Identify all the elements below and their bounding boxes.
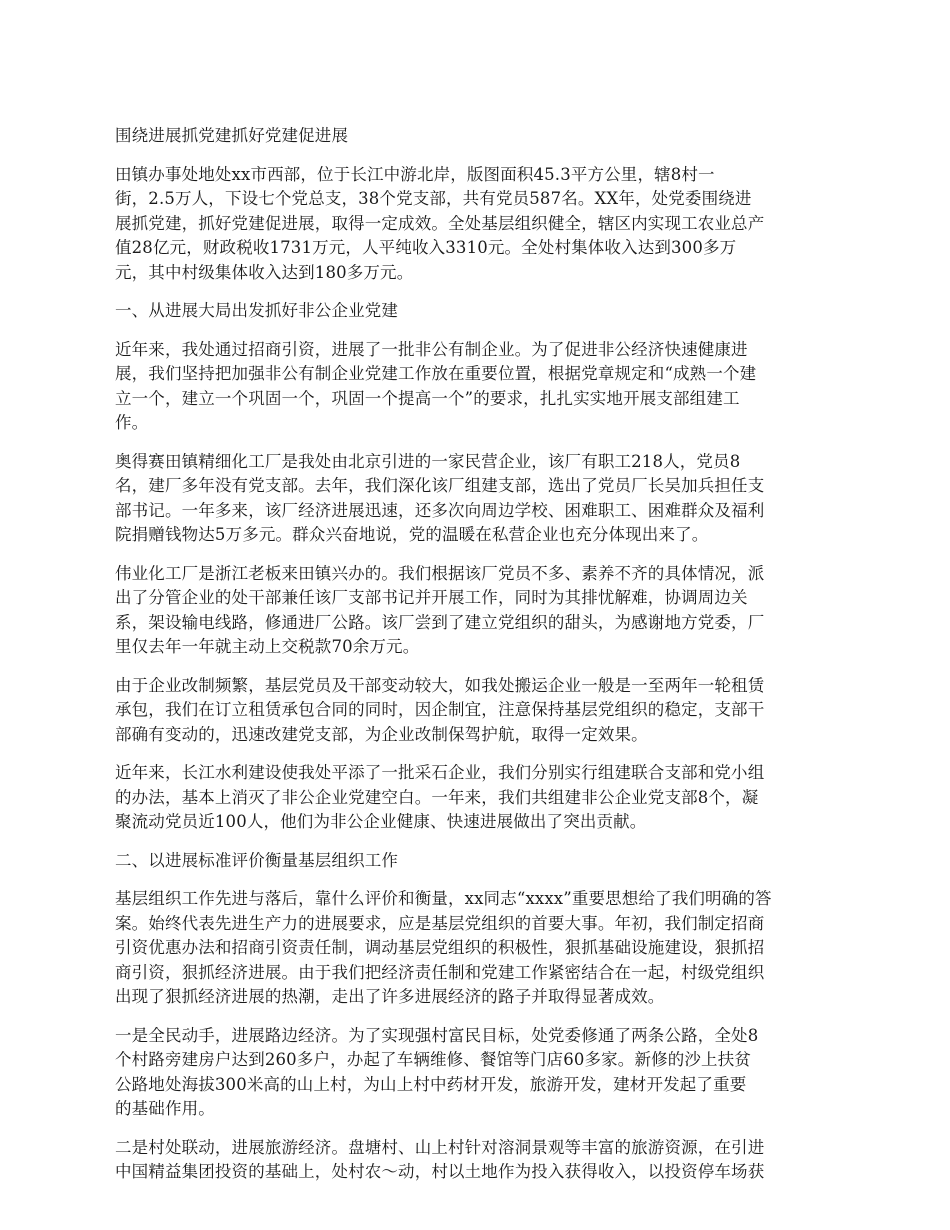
paragraph-line: 出了分管企业的处干部兼任该厂支部书记并开展工作，同时为其排忧解难，协调周边关 xyxy=(115,588,748,607)
paragraph xyxy=(115,562,845,660)
paragraph xyxy=(115,1024,845,1122)
paragraph xyxy=(115,887,845,1010)
paragraph xyxy=(115,338,845,436)
section-heading xyxy=(115,299,845,324)
heading-line: 二、以进展标准评价衡量基层组织工作 xyxy=(115,850,399,870)
paragraph-line: 商引资，狠抓经济进展。由于我们把经济责任制和党建工作紧密结合在一起，村级党组织 xyxy=(115,962,765,982)
document-page xyxy=(115,124,845,1199)
paragraph-line: 元，其中村级集体收入达到180多万元。 xyxy=(115,262,414,282)
document-body xyxy=(115,163,845,1185)
paragraph-line: 引资优惠办法和招商引资责任制，调动基层党组织的积极性，狠抓基础设施建设，狠抓招 xyxy=(115,938,765,957)
paragraph-line: 中国精益集团投资的基础上，处村农～动，村以土地作为投入获得收入，以投资停车场获 xyxy=(115,1162,765,1181)
paragraph-line: 里仅去年一年就主动上交税款70余万元。 xyxy=(115,637,420,656)
title-line: 围绕进展抓党建抓好党建促进展 xyxy=(115,126,349,145)
paragraph-line: 院捐赠钱物达5万多元。群众兴奋地说，党的温暖在私营企业也充分体现出来了。 xyxy=(115,525,709,544)
paragraph-line: 伟业化工厂是浙江老板来田镇兴办的。我们根据该厂党员不多、素养不齐的具体情况，派 xyxy=(115,563,765,583)
paragraph-line: 近年来，长江水利建设使我处平添了一批采石企业，我们分别实行组建联合支部和党小组 xyxy=(115,763,765,782)
paragraph-line: 个村路旁建房户达到260多户，办起了车辆维修、餐馆等门店60多家。新修的沙上扶贫 xyxy=(115,1050,751,1069)
paragraph-line: 聚流动党员近100人，他们为非公企业健康、快速进展做出了突出贡献。 xyxy=(115,812,647,831)
paragraph-line: 作。 xyxy=(115,413,149,432)
paragraph-line: 基层组织工作先进与落后，靠什么评价和衡量，xx同志“xxxx”重要思想给了我们明确的答 xyxy=(115,889,772,908)
paragraph-line: 展，我们坚持把加强非公有制企业党建工作放在重要位置，根据党章规定和“成熟一个建 xyxy=(115,364,757,383)
heading-line: 一、从进展大局出发抓好非公企业党建 xyxy=(115,301,399,320)
paragraph-line: 由于企业改制频繁，基层党员及干部变动较大，如我处搬运企业一般是一至两年一轮租赁 xyxy=(115,675,765,695)
paragraph xyxy=(115,450,845,548)
paragraph-line: 公路地处海拔300米高的山上村，为山上村中药材开发，旅游开发，建材开发起了重要 xyxy=(115,1074,747,1094)
paragraph-line: 奥得赛田镇精细化工厂是我处由北京引进的一家民营企业，该厂有职工218人，党员8 xyxy=(115,451,741,471)
paragraph xyxy=(115,761,845,835)
paragraph xyxy=(115,1136,845,1185)
paragraph-line: 系，架设输电线路，修通进厂公路。该厂尝到了建立党组织的甜头，为感谢地方党委，厂 xyxy=(115,612,765,632)
paragraph-line: 承包，我们在订立租赁承包合同的同时，因企制宜，注意保持基层党组织的稳定，支部干 xyxy=(115,700,765,719)
paragraph-line: 田镇办事处地处xx市西部，位于长江中游北岸，版图面积45.3平方公里，辖8村一 xyxy=(115,164,715,184)
paragraph-line: 案。始终代表先进生产力的进展要求，应是基层党组织的首要大事。年初，我们制定招商 xyxy=(115,913,765,933)
paragraph-line: 二是村处联动，进展旅游经济。盘塘村、山上村针对溶洞景观等丰富的旅游资源，在引进 xyxy=(115,1137,765,1157)
paragraph-line: 的基础作用。 xyxy=(115,1099,215,1118)
paragraph-line: 立一个，建立一个巩固一个，巩固一个提高一个”的要求，扎扎实实地开展支部组建工 xyxy=(115,388,740,408)
section-heading xyxy=(115,849,845,874)
paragraph xyxy=(115,674,845,748)
paragraph-line: 近年来，我处通过招商引资，进展了一批非公有制企业。为了促进非公经济快速健康进 xyxy=(115,339,748,359)
paragraph-line: 出现了狠抓经济进展的热潮，走出了许多进展经济的路子并取得显著成效。 xyxy=(115,987,665,1006)
document-title xyxy=(115,124,845,149)
paragraph-line: 一是全民动手，进展路边经济。为了实现强村富民目标，处党委修通了两条公路，全处8 xyxy=(115,1025,759,1045)
paragraph-line: 名，建厂多年没有党支部。去年，我们深化该厂组建支部，选出了党员厂长吴加兵担任支 xyxy=(115,476,765,495)
paragraph xyxy=(115,163,845,286)
paragraph-line: 的办法，基本上消灭了非公企业党建空白。一年来，我们共组建非公企业党支部8个，凝 xyxy=(115,787,759,807)
paragraph-line: 展抓党建，抓好党建促进展，取得一定成效。全处基层组织健全，辖区内实现工农业总产 xyxy=(115,213,765,233)
paragraph-line: 部书记。一年多来，该厂经济进展迅速，还多次向周边学校、困难职工、困难群众及福利 xyxy=(115,500,765,520)
paragraph-line: 街，2.5万人，下设七个党总支，38个党支部，共有党员587名。XX年，处党委围绕进 xyxy=(115,189,752,208)
paragraph-line: 值28亿元，财政税收1731万元，人平纯收入3310元。全处村集体收入达到300多万 xyxy=(115,238,737,257)
paragraph-line: 部确有变动的，迅速改建党支部，为企业改制保驾护航，取得一定效果。 xyxy=(115,724,648,744)
